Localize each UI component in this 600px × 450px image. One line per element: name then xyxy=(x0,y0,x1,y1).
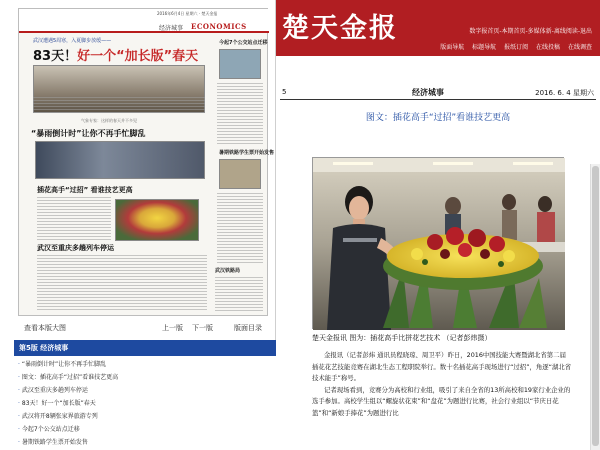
toc-item-label: 83天！好一个“加长版”春天 xyxy=(21,400,96,407)
bullet-icon: · xyxy=(18,387,20,394)
nav-title-navigation[interactable]: 标题导航 xyxy=(472,44,497,51)
thumbnail-photo-2 xyxy=(35,141,205,179)
thumbnail-headline-pre: 83天！ xyxy=(33,49,78,64)
page-date: 2016. 6. 4 星期六 xyxy=(535,89,594,97)
thumbnail-text-block xyxy=(37,197,111,241)
thumbnail-text-block xyxy=(215,277,263,311)
page-number: 5 xyxy=(282,88,287,96)
thumbnail-kicker: 武汉遭遇5周寒，入夏脚步放缓—— xyxy=(33,38,112,44)
toc-item-label: 图文：插花高手“过招”看谁技艺更高 xyxy=(21,374,119,381)
thumbnail-date-line: 2016年6月4日 星期六 · 楚天金报 xyxy=(157,11,218,16)
toc-item-label: 武汉至重庆多趟列车停运 xyxy=(21,387,88,394)
bullet-icon: · xyxy=(18,400,20,407)
thumbnail-side-title-2[interactable]: 暑期铁路学生票开始发售 xyxy=(219,150,275,156)
toc-item[interactable] xyxy=(18,384,276,397)
page-thumbnail[interactable] xyxy=(18,8,275,316)
toc-item[interactable] xyxy=(18,371,276,384)
thumbnail-text-block xyxy=(217,193,263,263)
nav-submit[interactable]: 在线投稿 xyxy=(536,44,561,51)
toc-item[interactable] xyxy=(18,410,276,423)
nav-page-navigation[interactable]: 版面导航 xyxy=(440,44,465,51)
thumbnail-side-title-3[interactable]: 武汉铁路局 xyxy=(215,268,241,274)
page-list-link[interactable]: 版面目录 xyxy=(234,324,262,332)
thumbnail-side-photo-1 xyxy=(219,49,261,79)
top-links[interactable]: 数字报首页-本期首页-多媒体新-离线阅读-退出 xyxy=(469,28,592,35)
table-of-contents xyxy=(14,340,276,450)
toc-item-label: “暴雨倒计时”让你不再手忙脚乱 xyxy=(21,361,107,368)
thumbnail-headline[interactable] xyxy=(33,45,198,64)
view-large-image-link[interactable]: 查看本版大图 xyxy=(24,324,66,332)
thumbnail-headline-4[interactable]: 武汉至重庆多趟列车停运 xyxy=(37,244,114,252)
prev-page-link[interactable]: 上一版 xyxy=(162,324,183,332)
bullet-icon: · xyxy=(18,439,20,446)
thumbnail-header-strip xyxy=(19,9,269,33)
photo-caption: 楚天金报讯 图为：插花高手比拼花艺技术 （记者彭炜摄） xyxy=(312,334,492,342)
toc-item[interactable] xyxy=(18,423,276,436)
toc-item-label: 暑期铁路学生票开始发售 xyxy=(21,439,88,446)
thumbnail-headline-2[interactable]: “暴雨倒计时”让你不再手忙脚乱 xyxy=(31,129,146,138)
article-panel xyxy=(276,0,600,450)
page-navigation xyxy=(18,320,268,336)
page-section: 经济城事 xyxy=(412,88,444,97)
masthead-nav xyxy=(434,42,592,51)
thumbnail-text-block xyxy=(33,97,205,115)
thumbnail-side-photo-2 xyxy=(219,159,261,189)
left-panel xyxy=(0,0,276,450)
thumbnail-photo-flowers xyxy=(115,199,199,241)
toc-list xyxy=(14,356,276,449)
toc-item-label: 武汉将开8辆张家界旅游专列 xyxy=(21,413,98,420)
newspaper-logo[interactable]: 楚天金报 xyxy=(282,13,398,44)
toc-item[interactable] xyxy=(18,358,276,371)
masthead xyxy=(276,0,600,56)
next-page-link[interactable]: 下一版 xyxy=(192,324,213,332)
scrollbar-thumb[interactable] xyxy=(592,166,599,446)
nav-subscribe[interactable]: 报纸订阅 xyxy=(504,44,529,51)
bullet-icon: · xyxy=(18,413,20,420)
thumbnail-section-en: ECONOMICS xyxy=(191,22,247,31)
article-paragraph: 记者现场看到，竞赛分为高校和行业组，吸引了来自全省的13所高校和19家行业企业的选手参加。高校学生组以“螺旋状花束”和“盘花”为题进行比赛，社会行业组以“节庆日花篮”和“新娘手捧花”为题进行比 xyxy=(312,385,571,417)
bullet-icon: · xyxy=(18,361,20,368)
thumbnail-headline-red: 好一个“加长版”春天 xyxy=(77,49,199,64)
toc-item-label: 今起7个公交站点迁移 xyxy=(21,426,80,433)
nav-survey[interactable]: 在线调查 xyxy=(567,44,592,51)
vertical-scrollbar[interactable] xyxy=(590,164,600,450)
toc-header: 第5版 经济城事 xyxy=(14,340,276,356)
bullet-icon: · xyxy=(18,426,20,433)
thumbnail-subhead: 气象专家：这样的春天并不多见 xyxy=(81,118,137,123)
thumbnail-text-block xyxy=(217,83,263,145)
thumbnail-section-name: 经济城事 xyxy=(159,25,184,32)
thumbnail-side-title-1[interactable]: 今起7个公交站点迁移 xyxy=(219,40,268,46)
toc-item[interactable] xyxy=(18,436,276,449)
thumbnail-text-block xyxy=(37,255,207,311)
bullet-icon: · xyxy=(18,374,20,381)
article-body xyxy=(312,350,572,419)
article-photo xyxy=(312,157,564,329)
thumbnail-headline-3[interactable]: 插花高手“过招” 看谁技艺更高 xyxy=(37,186,133,194)
article-title: 图文：插花高手“过招”看谁技艺更高 xyxy=(365,113,511,123)
page-header-bar xyxy=(280,86,596,100)
article-paragraph: 金报讯（记者彭炜 通讯员程晓琼、周卫平）昨日，2016中国技能大赛暨湖北省第二届插花花艺技能竞赛在湖北生态工程职院举行。数十名插花高手现场进行“过招”，角逐“湖北省技术能手”称号。 xyxy=(312,351,572,382)
toc-item[interactable] xyxy=(18,397,276,410)
